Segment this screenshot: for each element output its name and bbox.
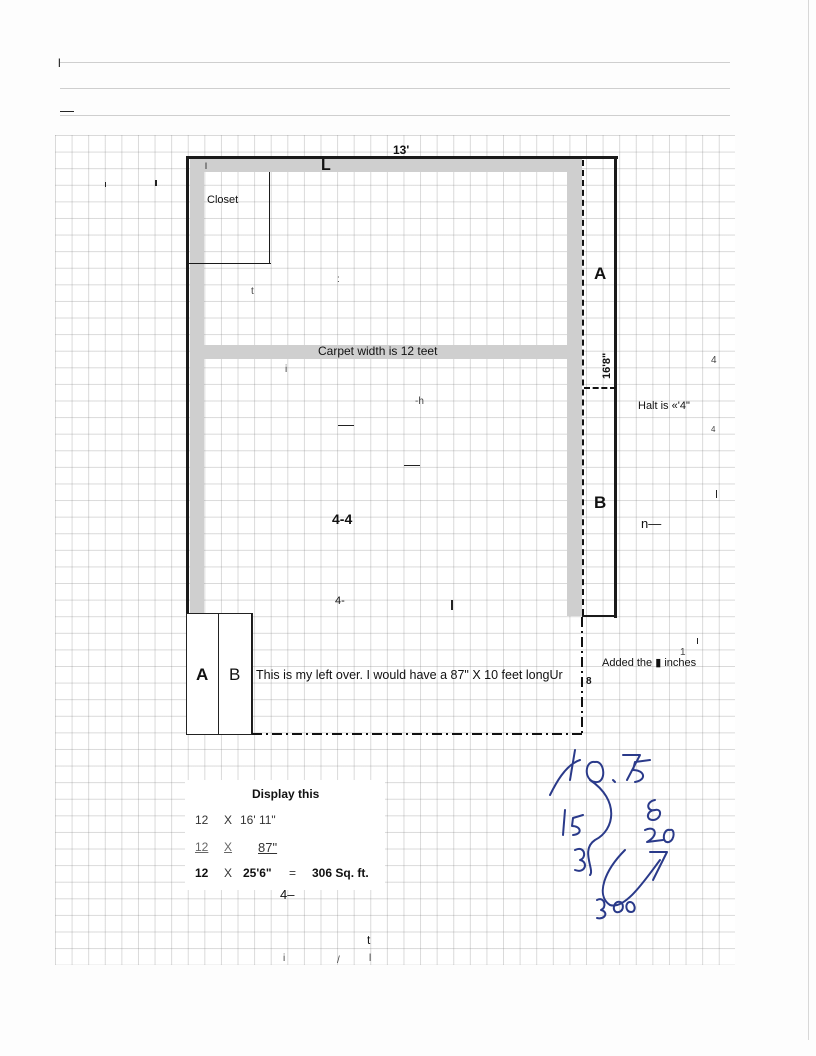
leftover-b-label: B [229,665,241,684]
header-mark: l [58,56,61,70]
ink-stroke [563,810,583,835]
half-label: Halt is «'4" [638,400,690,412]
added-inches-superscript: 1 [680,647,686,658]
room-mark-lower: 4- [335,595,345,607]
bottom-mark-l: l [369,953,372,964]
header-dash: — [60,102,74,118]
strip-a-label: A [594,264,607,283]
calc-title: Display this [252,787,320,801]
header-rule-3 [60,115,730,116]
scan-speck [155,180,157,186]
scan-speck [451,600,453,610]
leftover-side-mark: 8 [586,676,592,687]
ink-stroke [623,755,650,782]
header-rule-2 [60,88,730,89]
ink-stroke [650,852,667,880]
right-mark-4b: 4 [711,425,716,434]
ink-stroke [597,899,605,918]
closet-side [269,172,270,264]
top-wall-seam [190,158,582,172]
ink-stroke [645,829,674,843]
speck-i: i [285,364,288,375]
scan-speck [105,182,106,187]
speck-colon: : [337,274,340,285]
ink-stroke [587,762,604,782]
ink-stroke [613,780,615,782]
left-wall [186,156,189,613]
calc-row2-b: 87" [258,840,278,855]
handwritten-scribble [535,740,700,920]
leftover-bottom-edge [252,733,582,735]
small-mark: l [205,161,207,171]
leftover-right-edge [581,617,583,735]
height-label: 16'8" [601,352,613,379]
calc-row3-b: 25'6" [243,866,272,880]
calc-row2-x: X [224,840,233,854]
ink-stroke [603,850,660,906]
strip-half-divider [584,387,616,389]
speck-t: t [251,286,254,297]
scan-speck [716,490,717,498]
calc-row1-b: 16' 11" [240,813,276,827]
leftover-a-label: A [196,665,209,684]
scan-edge [808,0,809,1040]
bottom-mark-i: i [283,953,286,964]
right-mark-4: 4 [711,355,717,366]
ink-stroke [614,902,635,912]
bottom-mark-t: t [367,933,371,947]
header-rule-1 [60,62,730,63]
scan-speck [338,425,354,426]
right-wall-seam [567,158,582,616]
right-mark-n: n— [641,516,662,531]
strip-b-label: B [594,493,607,512]
carpet-width-label: Carpet width is 12 teet [318,344,438,358]
bottom-mark-slash: / [337,955,340,966]
bottom-strip-edge [582,615,617,617]
added-inches-note: Added the ▮ inches [602,657,697,669]
room-mark: 4-4 [332,511,353,527]
speck-h: -h [415,396,424,407]
calc-row3-eq: = [289,866,297,880]
scan-speck [404,465,420,466]
calc-mark-below: 4– [280,887,295,902]
ink-stroke [550,750,580,795]
closet-label: Closet [207,194,239,206]
leftover-box-edge [251,613,252,734]
calc-row2-a: 12 [195,840,209,854]
width-label: 13' [393,143,410,157]
calc-row3-result: 306 Sq. ft. [312,866,369,880]
left-wall-seam [190,158,204,613]
leftover-note: This is my left over. I would have a 87" X 10 feet longUr [256,668,563,682]
closet-bottom [189,263,271,264]
ink-stroke [575,849,585,871]
corner-mark: L [321,157,331,174]
ink-stroke [648,800,660,820]
calc-row3-x: X [224,866,233,880]
scan-speck [697,638,698,644]
calc-row1-a: 12 [195,813,209,827]
calc-row1-x: X [224,813,233,827]
calc-row3-a: 12 [195,866,209,880]
ink-stroke [588,780,611,875]
